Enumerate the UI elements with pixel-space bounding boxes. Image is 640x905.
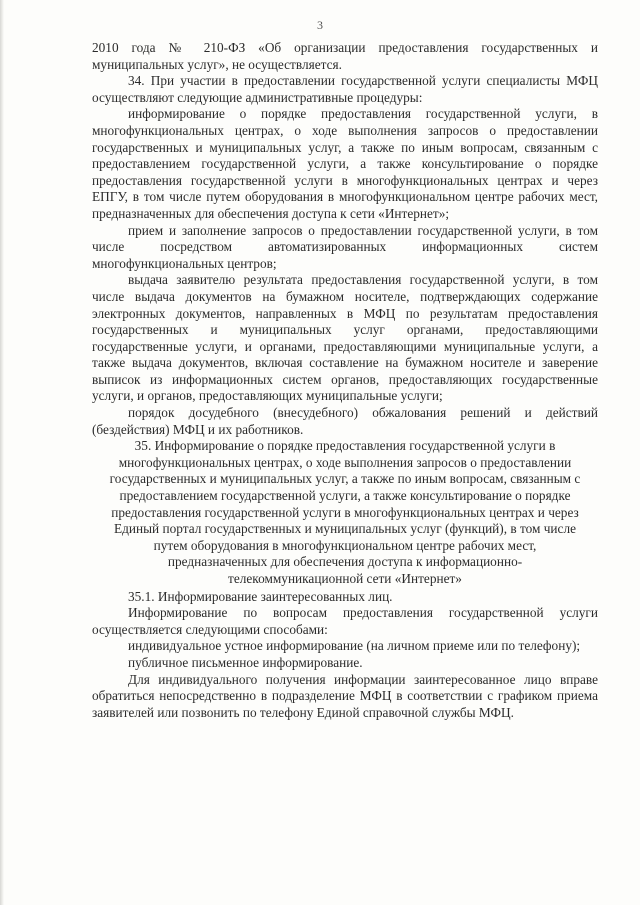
list-item-appeal: порядок досудебного (внесудебного) обжалования решений и действий (бездействия) МФЦ и их работников. — [92, 405, 598, 437]
page-number: 3 — [317, 18, 323, 32]
list-item-reception: прием и заполнение запросов о предоставлении государственной услуги, в том числе посредством автоматизированных информационных систем многофункциональных центров; — [92, 222, 598, 271]
list-item-issuance: выдача заявителю результата предоставления государственной услуги, в том числе выдача документов на бумажном носителе, подтверждающих содержание электронных документов, направленных в МФЦ по результатам предоставления государственных и муниципальных услуг органами, предоставляющими государственные услуги, и органами, предоставляющими муниципальные услуги, а также выдача документов, включая составление на бумажном носителе и заверение выписок из информационных систем органов, предоставляющих государственные услуги, и органов, предоставляющих муниципальные услуги; — [92, 272, 598, 404]
list-item-informing: информирование о порядке предоставления государственной услуги, в многофункциональных центрах, о ходе выполнения запросов о предоставлении государственных и муниципальных услуг, а также по иным вопросам, связанным с предоставлением государственной услуги, а также консультирование о порядке предоставления государственной услуги в многофункциональных центрах и через ЕПГУ, в том числе путем оборудования в многофункциональном центре рабочих мест, предназначенных для обеспечения доступа к сети «Интернет»; — [92, 106, 598, 221]
list-item-written-informing: публичное письменное информирование. — [128, 654, 363, 670]
paragraph-35-heading: 35. Информирование о порядке предоставления государственной услуги в многофункциональных центрах, о ходе выполнения запросов о предоставлении государственных и муниципальных услуг, а также по иным вопросам, связанным с предоставлением государственной услуги, а также консультирование о порядке предоставления государственной услуги в многофункциональных центрах и через Единый портал государственных и муниципальных услуг (функций), в том числе путем оборудования в многофункциональном центре рабочих мест, предназначенных для обеспечения доступа к информационно-телекоммуникационной сети «Интернет» — [109, 438, 581, 586]
paragraph-individual-info: Для индивидуального получения информации заинтересованное лицо вправе обратиться непосредственно в подразделение МФЦ в соответствии с графиком приема заявителей или позвонить по телефону Единой справочной службы МФЦ. — [92, 671, 598, 720]
paragraph-law-reference: 2010 года № 210-ФЗ «Об организации предоставления государственных и муниципальных услуг», не осуществляется. — [92, 40, 598, 72]
list-item-oral-informing: индивидуальное устное информирование (на личном приеме или по телефону); — [128, 638, 581, 654]
paragraph-35-1: 35.1. Информирование заинтересованных лиц. — [128, 588, 393, 604]
paragraph-34: 34. При участии в предоставлении государственной услуги специалисты МФЦ осуществляют следующие административные процедуры: — [92, 73, 598, 105]
document-body — [92, 40, 598, 721]
paragraph-informing-methods: Информирование по вопросам предоставления государственной услуги осуществляется следующими способами: — [92, 605, 598, 637]
scan-edge — [0, 0, 4, 905]
